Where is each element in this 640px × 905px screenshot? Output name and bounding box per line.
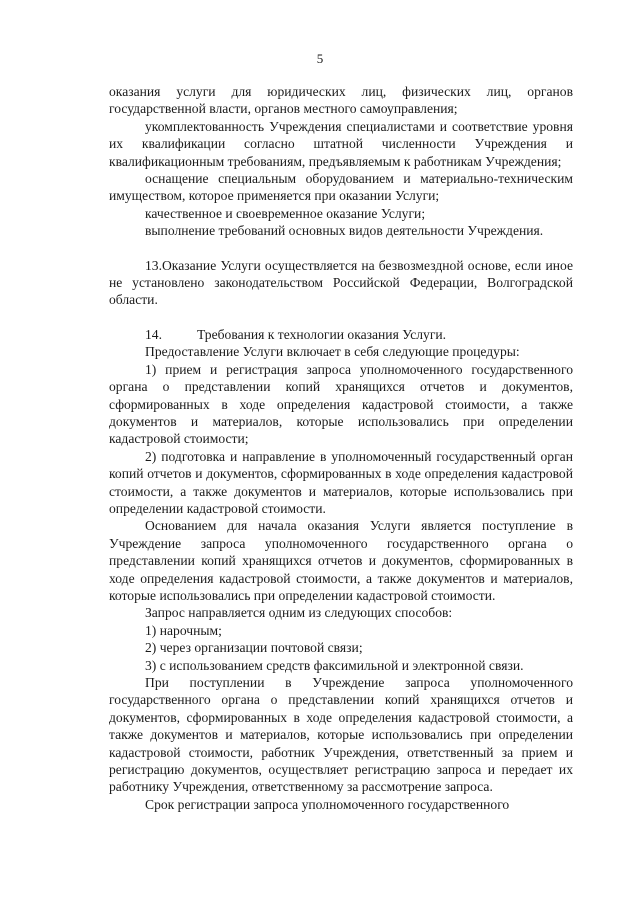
paragraph: укомплектованность Учреждения специалистами и соответствие уровня их квалификации согласно штатной численности Учреждения и квалификационным требованиям, предъявляемым к работникам Учреждения; — [109, 118, 573, 169]
page-number: 5 — [316, 51, 324, 66]
list-item: 3) с использованием средств факсимильной и электронной связи. — [145, 657, 524, 673]
paragraph: Основанием для начала оказания Услуги является поступление в Учреждение запроса уполномоченного государственного органа о представлении копий хранящихся отчетов и документов, сформированных в ходе определения кадастровой стоимости, а также документов и материалов, которые использовались при определении кадастровой стоимости. — [109, 518, 573, 603]
paragraph: выполнение требований основных видов деятельности Учреждения. — [145, 223, 544, 239]
section-heading-14 — [109, 326, 573, 343]
paragraph: При поступлении в Учреждение запроса уполномоченного государственного органа о представлении копий хранящихся отчетов и документов, сформированных в ходе определения кадастровой стоимости, а также документов и материалов, которые использовались при определении кадастровой стоимости, работник Учреждения, ответственный за прием и регистрацию документов, осуществляет регистрацию запроса и передает их работнику Учреждения, ответственному за рассмотрение запроса. — [109, 675, 573, 795]
paragraph: 2) подготовка и направление в уполномоченный государственный орган копий отчетов и документов, сформированных в ходе определения кадастровой стоимости, а также документов и материалов, которые использовались при определении кадастровой стоимости. — [109, 448, 573, 516]
list-item: 2) через организации почтовой связи; — [145, 640, 363, 656]
list-item: 1) нарочным; — [145, 622, 222, 638]
section-title: Требования к технологии оказания Услуги. — [197, 326, 447, 342]
paragraph: оказания услуги для юридических лиц, физических лиц, органов государственной власти, органов местного самоуправления; — [109, 84, 573, 117]
paragraph-item-13: 13.Оказание Услуги осуществляется на безвозмездной основе, если иное не установлено законодательством Российской Федерации, Волгоградской области. — [109, 257, 573, 308]
section-number: 14. — [145, 326, 162, 342]
document-body — [109, 83, 573, 813]
paragraph: Срок регистрации запроса уполномоченного государственного — [145, 796, 510, 812]
paragraph: 1) прием и регистрация запроса уполномоченного государственного органа о представлении копий хранящихся отчетов и документов, сформированных в ходе определения кадастровой стоимости, а также документов и материалов, которые использовались при определении кадастровой стоимости; — [109, 361, 573, 447]
paragraph: Запрос направляется одним из следующих способов: — [145, 605, 453, 621]
paragraph: оснащение специальным оборудованием и материально-техническим имуществом, которое применяется при оказании Услуги; — [109, 171, 573, 204]
paragraph: Предоставление Услуги включает в себя следующие процедуры: — [145, 344, 520, 360]
paragraph: качественное и своевременное оказание Услуги; — [145, 205, 426, 221]
